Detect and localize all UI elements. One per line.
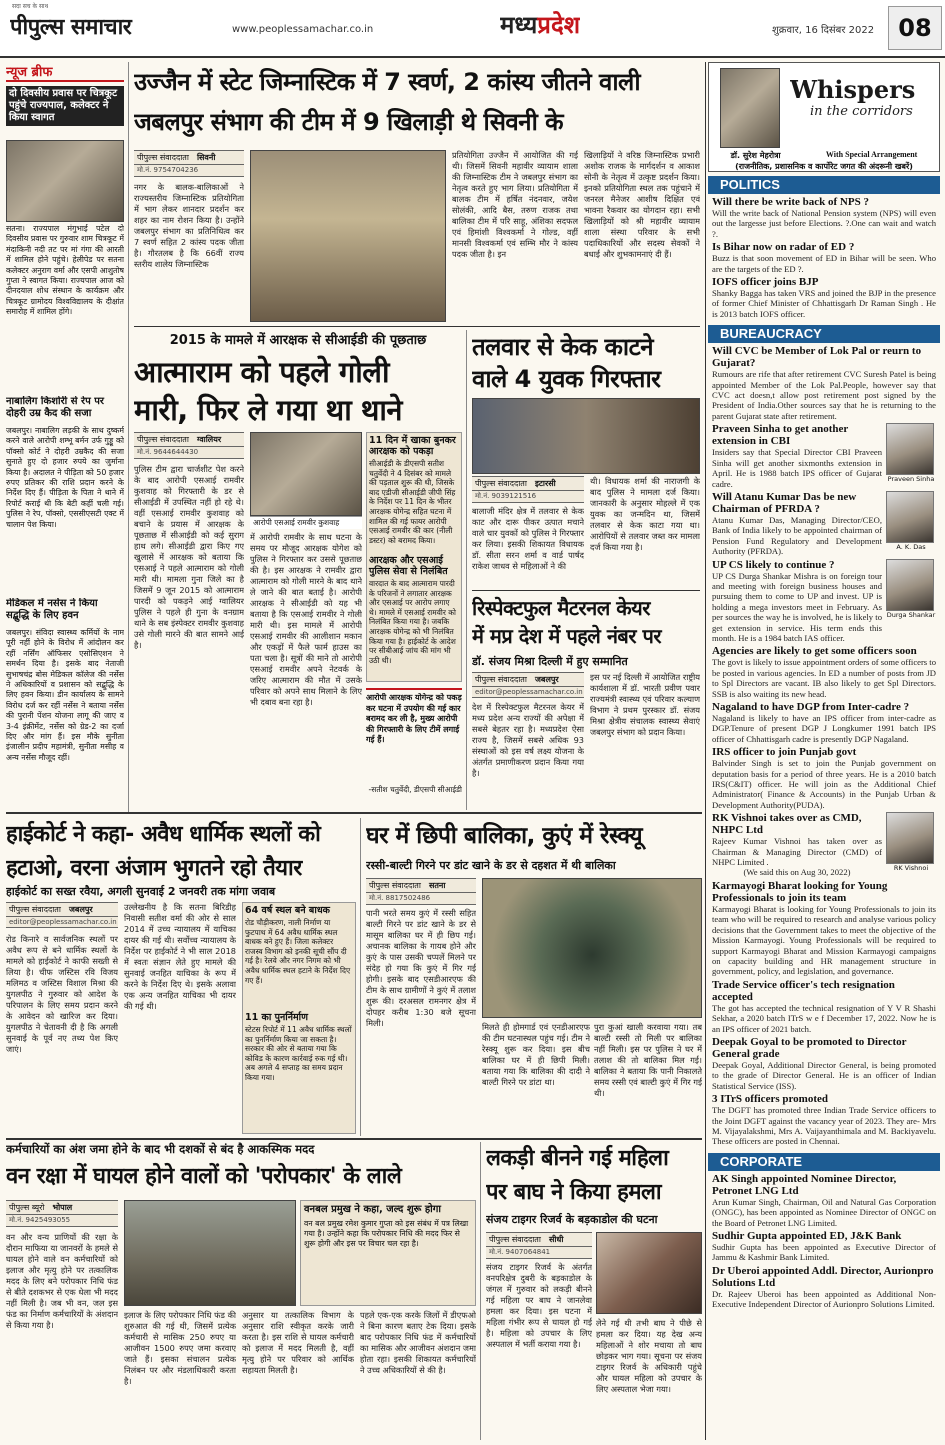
photo-caption: RK Vishnoi [893, 864, 929, 873]
photo-caption: आरोपी एसआई रामवीर कुशवाह [250, 516, 362, 529]
byline-reporter: पीपुल्स संवाददाता [475, 675, 527, 684]
news-brief-item-1 [6, 86, 124, 126]
byline-place: भोपाल [52, 1203, 73, 1212]
item-body: The DGFT has promoted three Indian Trade Service officers to the Joint DGFT against the vacancy year of 2023. They are- Mrs M. Vijayalakshmi, Mrs A. Vaijayanthimala and M. Backiyavelu. These officers are posted in Chennai. [712, 1105, 936, 1147]
subheadline: संजय टाइगर रिजर्व के बड़काडोल की घटना [486, 1213, 658, 1226]
newspaper-logo[interactable] [10, 6, 230, 46]
item-body: Will the write back of National Pension system (NPS) will even out the largesse just before Elections. ?.One can wait and watch ?. [712, 208, 936, 239]
right-column [708, 176, 940, 1440]
item-headline[interactable]: IRS officer to join Punjab govt [712, 746, 857, 759]
item-headline[interactable]: 3 ITrS officers promoted [712, 1093, 828, 1106]
byline-place: इटारसी [534, 479, 556, 488]
side-box [366, 432, 462, 682]
story-text: खिलाड़ियों ने वरिष्ठ जिम्नास्टिक प्रभारी अशोक राजक के मार्गदर्शन व आकाश सोनी के नेतृत्व में उत्कृष्ट प्रदर्शन किया। इनको प्रतियोगिता स्थल तक पहुंचाने में जनरल मैनेजर आशीष दिक्षित एवं भावना रैकवार का योगदान रहा। सभी खिलाड़ियों को श्री महावीर व्यायाम शाला संस्था परिवार के सभी पदाधिकारियों और सदस्य सेवकों ने बधाई और शुभकामनाएं दी हैं। [584, 150, 700, 259]
byline-place: जबलपुर [68, 905, 93, 914]
divider [472, 590, 700, 591]
byline-place: सिवनी [196, 153, 216, 162]
item-note: (We said this on Aug 30, 2022) [743, 867, 851, 878]
byline [472, 476, 584, 491]
news-brief-header: न्यूज ब्रीफ [6, 62, 124, 82]
byline-reporter: पीपुल्स ब्यूरो [9, 1203, 45, 1212]
item-body: Nagaland is likely to have an IPS officer from inter-cadre as DGP.Tenure of present DGP J Longkumer 1991 batch IPS officer of Chhattisgarh cadre is presently DGP Nagaland. [712, 713, 936, 744]
byline-mobile [134, 446, 244, 459]
item-headline[interactable]: IOFS officer joins BJP [712, 276, 819, 289]
author-line [708, 150, 940, 161]
story-text: थी। विधायक शर्मा की नाराजगी के बाद पुलिस ने मामला दर्ज किया। जानकारी के अनुसार मोहल्ले में एक युवक का जन्मदिन था, जिसमें तलवार से केक काटा गया था। आरोपियों से तलवार जब्त कर मामला दर्ज किया गया है। [590, 476, 700, 552]
mobile-number: मो.नं. 9754704236 [137, 166, 199, 174]
news-brief-body: जबलपुर। संविदा स्वास्थ्य कर्मियों के नाम पूरी नहीं होने के विरोध में आंदोलन कर रहीं नर्सिंग ऑफिसर एसोसिएशन ने समर्थन दिया है। इसके बाद नेताजी सुभाषचंद्र बोस मेडिकल कॉलेज की नर्सेस ने अधिकारियों व प्रशासन को सद्बुद्धि के लिए हवन किया। डीन कार्यालय के सामने विरोध दर्ज कर रहीं नर्सेस ने बताया नर्सेस की पुरानी पेंशन योजना लागू की जाए व 3-4 इंक्रीमेंट, नर्सेस को ग्रेड-2 का दर्जा दिए और मांग हैं। इस मौके सुनीता इंजालीन प्रदीप महामंत्री, सुनीता मसीह व अन्य नर्सेस मौजूद रहीं। [6, 628, 124, 762]
byline [6, 902, 118, 917]
item-body: Shanky Bagga has taken VRS and joined the BJP in the presence of former Chief Minister of Chhattisgarh Dr Raman Singh . He is 2013 batch IOFS officer. [712, 288, 936, 319]
side-box-title: आरक्षक और एसआई पुलिस सेवा से निलंबित [369, 555, 448, 577]
item-headline[interactable]: UP CS likely to continue ? [712, 558, 835, 571]
byline [134, 432, 244, 447]
story-text: इस पर नई दिल्ली में आयोजित राष्ट्रीय कार्यशाला में डॉ. भारती प्रवीण पवार राज्यमंत्री स्वास्थ्य एवं परिवार कल्याण विभाग ने प्रथम पुरस्कार डॉ. संजय मिश्रा क्षेत्रीय संचालक स्वास्थ्य सेवाएं जबलपुर संभाग को प्रदान किया। [590, 672, 700, 737]
byline-place: ग्वालियर [196, 435, 222, 444]
person-photo [886, 559, 934, 611]
headline-gymnastics[interactable]: उज्जैन में स्टेट जिम्नास्टिक में 7 स्वर्ण, 2 कांस्य जीतने वाली जबलपुर संभाग की टीम में 9 खिलाड़ी थे सिवनी के [134, 68, 641, 136]
item-body: Karmayogi Bharat is looking for Young Professionals to join its team who will be required to research and analyse various policy decisions that the Government takes to meet the objective of the Mission Karmayogi. Young Professionals will be required to support Karmayogi Bharat and Mission Karmayogi campaigns on capacity building and HR management structure in government, policy, and legislation, and governance. [712, 903, 936, 977]
section-title-part2: प्रदेश [537, 11, 581, 39]
whispers-logo [790, 75, 930, 130]
arrangement-note: With Special Arrangement [825, 150, 918, 159]
column-divider [480, 1142, 481, 1440]
story-text: अनुसार या तत्कालिक विभाग के अनुसार राशि स्वीकृत करके जारी करता है। इस राशि से घायल कर्मचारी को इलाज में मदद मिलती है, वहीं मृत्यु होने पर परिवार को आर्थिक सहायता मिलती है। [242, 1310, 354, 1375]
headline-hc-line2[interactable]: हटाओ, वरना अंजाम भुगतने रहो तैयार [6, 856, 302, 881]
whispers-title: Whispers [790, 75, 916, 104]
item-body: The got has accepted the technical resignation of Y V R Shashi Sekhar, a 2020 batch ITrS w e f December 17, 2022. Now he is an IPS officer of 2021 batch. [712, 1002, 936, 1034]
story-text: इलाज के लिए परोपकार निधि फंड की शुरुआत की गई थी, जिसमें प्रत्येक कर्मचारी से मासिक 250 रुपए या आजीवन 1500 रुपए जमा करवाए जाते हैं। इसका संचालन प्रत्येक निलंबन पर और मंडलाधिकारी करता है। [124, 1310, 236, 1386]
side-box-title: 11 का पुनर्निर्माण [245, 1012, 309, 1023]
item-headline[interactable]: AK Singh appointed Nominee Director, Petronet LNG Ltd [712, 1172, 897, 1197]
headline-tiger-line2[interactable]: पर बाघ ने किया हमला [486, 1180, 662, 1205]
story-text: मिलते ही होमगार्ड एवं एनडीआरएफ की टीम घटनास्थल पहुंच गई। टीम ने रेस्क्यू शुरू कर दिया। इस बीच बालिका घर में ही छिपी मिली। बताया गया कि बालिका की दादी ने बाल्टी गिरने पर डांटा था। [482, 1022, 590, 1087]
subheadline: हाईकोर्ट का सख्त रवैया, अगली सुनवाई 2 जनवरी तक मांगा जवाब [6, 885, 276, 898]
photo-caption: Praveen Sinha [887, 475, 935, 484]
news-brief-title: नाबालिग किशोरी से रेप पर दोहरी उम्र कैद की सजा [6, 396, 105, 419]
item-body: Dr. Rajeev Uberoi has been appointed as Additional Non-Executive Independent Director of Aurionpro Solutions Limited. [712, 1288, 936, 1310]
side-box [242, 902, 356, 1134]
byline [366, 878, 476, 893]
forest-staff-photo [124, 1200, 296, 1306]
item-headline[interactable]: Karmayogi Bharat looking for Young Professionals to join its team [712, 879, 888, 904]
headline-atmaram-line1[interactable]: आत्माराम को पहले गोली [134, 355, 389, 388]
side-box-body: रोड चौड़ीकरण, नाली निर्माण या फुटपाथ में 64 अवैध धार्मिक स्थल बाधक बने हुए हैं। जिला कलेक्टर राजस्व विभाग को इनकी सूची सौंप दी गई है। रेलवे और नगर निगम को भी अवैध धार्मिक स्थल हटाने के निर्देश दिए गए हैं। [245, 918, 351, 985]
side-box-body: स्टेटस रिपोर्ट में 11 अवैध धार्मिक स्थलों का पुनर्निर्माण किया जा सकता है। सरकार की ओर से बताया गया कि कोविड के कारण कार्रवाई रुक गई थी। अब अगले 4 सप्ताह का समय प्रदान किया गया। [245, 1025, 352, 1082]
author-name: डॉ. सुरेश मेहरोत्रा [730, 151, 781, 160]
section-divider [6, 812, 702, 814]
headline-hc-line1[interactable]: हाईकोर्ट ने कहा- अवैध धार्मिक स्थलों को [6, 822, 321, 847]
side-box-title: 64 वर्ष स्थल बने बाधक [245, 905, 330, 916]
email-address[interactable]: editor@peoplessamachar.co.in [475, 688, 583, 696]
byline-email[interactable] [472, 686, 584, 698]
quote-text: आरोपी आरक्षक योगेन्द्र को पकड़ कर घटना में उपयोग की गई कार बरामद कर ली है, मुख्य आरोपी की गिरफ्तारी के लिए टीमें लगाई गई हैं। [366, 693, 462, 744]
story-text: रोड किनारे व सार्वजनिक स्थलों पर अवैध रूप से बने धार्मिक स्थलों के मामले को हाईकोर्ट ने काफी सख्ती से लिया है। चीफ जस्टिस रवि विजय मलिमठ व जस्टिस विशाल मिश्रा की युगलपीठ ने गुरुवार को आदेश के परिपालन के लिए समय प्रदान करने के आवेदन को खारिज कर दिया। युगलपीठ ने चेतावनी दी है कि अगली सुनवाई के पूर्व नए तथ्य पेश किए जाएं। [6, 934, 118, 1054]
item-headline[interactable]: Will Atanu Kumar Das be new Chairman of PFRDA ? [712, 490, 857, 515]
story-text: उल्लेखनीय है कि सतना बिरिडीह निवासी सतीश वर्मा की ओर से साल 2014 में उच्च न्यायालय में याचिका दायर की गई थी। सर्वोच्च न्यायालय के निर्देश पर हाईकोर्ट ने भी साल 2018 में स्वतः संज्ञान लेते हुए मामले की सुनवाई जनहित याचिका के रूप में करने के निर्देश दिए थे। इसके अलावा एक अन्य जनहित याचिका भी दायर की गई थी। [124, 902, 236, 1011]
item-headline[interactable]: Agencies are likely to get some officers soon [712, 645, 917, 658]
side-box-body: सीआईडी के डीएसपी सतीश चतुर्वेदी ने 4 दिसंबर को मामले की पड़ताल शुरू की थी, जिसके बाद एडीजी सीआईडी जीपी सिंह के निर्देश पर 11 दिन के भीतर आरक्षक योगेन्द्र सहित घटना में शामिल की गई फायर आरोपी एसआई रामवीर की कार (नीली डस्टर) को बरामद किया। [369, 459, 456, 545]
byline-email[interactable] [6, 916, 118, 928]
mobile-number: मो.नं. 9039121516 [475, 492, 537, 500]
side-box-body: वन बल प्रमुख रमेश कुमार गुप्ता को इस संबंध में पत्र लिखा गया है। उन्होंने कहा कि परोपकार निधि की मदद फिर से शुरू होगी और इस पर विचार चल रहा है। [304, 1219, 469, 1248]
subheadline: डॉ. संजय मिश्रा दिल्ली में हुए सम्मानित [472, 655, 628, 668]
well-photo [482, 878, 702, 1018]
byline-place: सीधी [548, 1235, 564, 1244]
logo-tagline: सदा सच के साथ [12, 3, 49, 10]
byline [6, 1200, 118, 1215]
story-text: बालाजी मंदिर क्षेत्र में तलवार से केक काट और दारू पीकर उत्पात मचाने वाले चार युवकों को पुलिस ने गिरफ्तार कर लिया। इसकी शिकायत विधायक डॉ. सीता सरन शर्मा व वार्ड पार्षद राकेश जाधव से महिलाओं ने की [472, 506, 584, 571]
headline-maternal-line2[interactable]: में मप्र देश में पहले नंबर पर [472, 624, 662, 648]
photo-caption: A. K. Das [896, 542, 926, 551]
story-text: पुरा कुआं खाली करवाया गया। तब बाल्टी रस्सी तो मिली पर बालिका नहीं मिली। इस पर पुलिस ने घर में तलाश की तो बालिका मिल गई। बालिका ने बताया कि पानी निकालते समय रस्सी एवं बाल्टी कुएं में गिर गई थी। [594, 1022, 702, 1098]
item-headline[interactable]: Dr Uberoi appointed Addl. Director, Aurionpro Solutions Ltd [712, 1264, 934, 1289]
story-text: पहले एक-एक करके जिलों में डीएफओ ने बिना कारण बताए टेक दिया। इसके बाद परोपकार निधि फंड में कर्मचारियों का मासिक और आजीवन अंशदान जमा होता रहा। इसकी शिकायत कर्मचारियों ने उच्च अधिकारियों से की है। [360, 1310, 476, 1375]
divider [134, 326, 700, 327]
photo-caption: Durga Shankar [886, 610, 936, 619]
person-photo [886, 812, 934, 864]
item-headline[interactable]: Deepak Goyal to be promoted to Director General grade [712, 1035, 907, 1060]
quote-box [366, 688, 462, 808]
item-body: Rajeev Kumar Vishnoi has taken over as Chairman & Managing Director (CMD) of NHPC Limited . [712, 836, 882, 868]
website-url[interactable]: www.peoplessamachar.co.in [232, 24, 374, 35]
story-text: में आरोपी रामवीर के साथ घटना के समय पर मौजूद आरक्षक योगेश को पुलिस ने गिरफ्तार कर उससे पूछताछ की है। इस आरक्षक ने रामवीर द्वारा आत्माराम को गोली मारने के बाद थाने ले जाने की बात बताई है। आरोपी आरक्षक ने सीआईडी को यह भी बताया है कि एसआई रामवीर ने गोली मारी थी। इस मामले में आरोपी एसआई रामवीर की आलीशान मकान और एकड़ों में फैले फार्म हाउस का पता चला है। सूत्रों की माने तो आरोपी एसआई रामवीर अपने नेटवर्क के जरिए आत्माराम की मौत में उसके परिवार को अपने साथ मिलाने के लिए भी दबाव बना रहा है। [250, 532, 362, 707]
item-body: Rumours are rife that after retirement CVC Suresh Patel is being appointed Member of the Lok Pal.People, however say that CVC act doesn,t allow post retirement post signed by the President of India.Other sources say that he is returning to the parent Gujarat state after retirement. [712, 369, 936, 421]
news-brief-body: जबलपुर। नाबालिग लड़की के साथ दुष्कर्म करने वाले आरोपी शम्भू बर्मन उर्फ गुड्डू को पॉक्सो कोर्ट ने दोहरी उम्रकैद की सजा सुनाते हुए दो हजार रुपये का जुर्माना किया है। अदालत ने पीड़िता को 50 हजार रुपए प्रतिकर की राशि प्रदान करने के निर्देश दिए हैं। पीड़िता के पिता ने थाने में रिपोर्ट कराई थी कि बेटी कहीं चली गई। पुलिस ने रेप, पॉक्सो, एससीएसटी एक्ट में चालान पेश किया। [6, 426, 124, 529]
item-body: The govt is likely to issue appointment orders of some officers to be posted in various agencies. In ED a number of posts from JD to Spl Directors are vacant. IB also likely to get Spl Directors. SSB is also waiting its new head. [712, 657, 936, 699]
whispers-subtitle: in the corridors [810, 104, 913, 119]
item-body: Arun Kumar Singh, Chairman, Oil and Natural Gas Corporation (ONGC), has been appointed as Nominee Director of ONGC on the Board of Petronet LNG Limited. [712, 1196, 936, 1228]
byline-mobile [6, 1214, 118, 1227]
side-box-title: 11 दिन में खाका बुनकर आरक्षक को पकड़ा [369, 435, 456, 457]
section-divider [6, 1138, 702, 1140]
arrest-photo [472, 398, 700, 474]
mobile-number: मो.नं. 9407064841 [489, 1248, 551, 1256]
story-text: संजय टाइगर रिजर्व के अंतर्गत वनपरिक्षेत्र दुबरी के बड़काडोल के जंगल में गुरुवार को लकड़ी बीनने गई महिला पर बाघ ने जानलेवा हमला कर दिया। इस घटना में महिला गंभीर रूप से घायल हो गई है। महिला को उपचार के लिए अस्पताल में भर्ती कराया गया है। [486, 1262, 592, 1349]
byline-mobile [486, 1246, 592, 1259]
story-text: पुलिस टीम द्वारा चार्जशीट पेश करने के बाद आरोपी एसआई रामवीर कुशवाह को गिरफ्तारी के डर से सीआईडी में उपस्थित नहीं हो रहे थे। वहीं एसआई रामवीर कुशवाह को बचाने के प्रयास में आरक्षक के पूछताछ में सीआईडी को कई सुराग हाथ लगे। सीआईडी द्वारा किए गए खुलासे में आरक्षक को बताया कि एसआई ने पहले आत्माराम को गोली मारी थी। मामला गुना जिले का है जिसमें 9 जून 2015 को आत्माराम पारदी को पकड़ने आई ग्वालियर पुलिस ने पहले ही गुना के वनग्राम थाने के सब इंस्पेक्टर रामवीर कुशवाह उसे गोली मारने की बात सामने आई है। [134, 464, 244, 650]
page-number: 08 [888, 6, 942, 50]
whispers-tagline: (राजनीतिक, प्रशासनिक व कार्पोरेट जगत की अंदरूनी खबरें) [735, 162, 913, 171]
logo-text: पीपुल्स समाचार [10, 15, 132, 40]
byline-reporter: पीपुल्स संवाददाता [489, 1235, 541, 1244]
section-corporate[interactable]: CORPORATE [708, 1153, 940, 1171]
item-headline[interactable]: Trade Service officer's tech resignation accepted [712, 978, 895, 1003]
kicker: कर्मचारियों का अंश जमा होने के बाद भी दशकों से बंद है आकस्मिक मदद [6, 1142, 315, 1156]
column-divider [128, 62, 129, 812]
item-body: Balvinder Singh is set to join the Punjab government on deputation basis for a period of three years. He is a 2010 batch IRS(C&IT) officer. He will join as the Additional Chief Administrator( Finance & Accounts) in the Punjab Urban & Development Authority(PUDA). [712, 758, 936, 810]
byline-place: सतना [428, 881, 446, 890]
column-divider [466, 330, 467, 810]
quote-attribution: -सतीश चतुर्वेदी, डीएसपी सीआईडी [368, 785, 462, 794]
story-text: वन और वन्य प्राणियों की रक्षा के दौरान माफिया या जानवरों के हमले से घायल होने वाले वन कर्मचारियों को इलाज और मृत्यु होने पर तत्कालिक मदद के लिए बने परोपकार निधि फंड से बीते दशकभर से एक धेला भी मदद नहीं मिली है। जब भी वन, जल इस फंड का निर्माण कर्मचारियों के अंशदान से किया गया है। [6, 1232, 118, 1330]
byline-reporter: पीपुल्स संवाददाता [369, 881, 421, 890]
team-photo [250, 150, 446, 322]
side-box-body: वारदात के बाद आत्माराम पारदी के परिजनों ने लगातार आरक्षक और एसआई पर आरोप लगाए थे। मामले में एसआई रामवीर को निलंबित किया गया है। जबकि आरक्षक योगेन्द्र को भी निलंबित किया गया है। हाईकोर्ट के आदेश पर सीबीआई जांच की मांग भी उठी थी। [369, 579, 456, 665]
headline-atmaram-line2[interactable]: मारी, फिर ले गया था थाने [134, 393, 402, 426]
byline-place: जबलपुर [534, 675, 559, 684]
news-brief-title: मेडिकल में नर्सेस ने किया सद्बुद्धि के लिए हवन [6, 598, 98, 621]
byline [134, 150, 244, 165]
item-body: Deepak Goyal, Additional Director General, is being promoted to the grade of Director General. He is an officer of Indian Statistical Service (ISS). [712, 1059, 936, 1091]
byline-reporter: पीपुल्स संवाददाता [137, 153, 189, 162]
column-divider [360, 818, 361, 1136]
item-headline[interactable]: Nagaland to have DGP from Inter-cadre ? [712, 701, 910, 713]
mobile-number: मो.नं. 9644644430 [137, 448, 199, 456]
story-text: लेने गई थी तभी बाघ ने पीछे से हमला कर दिया। यह देख अन्य महिलाओं ने शोर मचाया तो बाघ छोड़कर भाग गया। सूचना पर संजय टाइगर रिजर्व के अधिकारी पहुंचे और घायल महिला को उपचार के लिए अस्पताल भेजा गया। [596, 1318, 702, 1394]
byline-mobile [134, 164, 244, 177]
side-box-title: वनबल प्रमुख ने कहा, जल्द शुरू होगा [304, 1204, 441, 1215]
author-photo [720, 68, 780, 148]
item-headline[interactable]: Sudhir Gupta appointed ED, J&K Bank [712, 1230, 902, 1242]
item-body: Sudhir Gupta has been appointed as Executive Director of Jammu & Kashmir Bank Limited. [712, 1242, 936, 1263]
story-text: नगर के बालक-बालिकाओं ने राज्यस्तरीय जिम्नास्टिक प्रतियोगिता में भाग लेकर शानदार प्रदर्शन कर शहर का नाम रोशन किया है। उन्होंने जबलपुर संभाग का प्रतिनिधित्व कर 7 स्वर्ण सहित 2 कांस्य पदक जीता है। गौरतलब है कि 66वीं राज्य स्तरीय शालेय जिम्नास्टिक [134, 182, 244, 269]
news-brief-body: सतना। राज्यपाल मंगुभाई पटेल दो दिवसीय प्रवास पर गुरुवार शाम चित्रकूट में मंदाकिनी नदी तट पर मां गंगा की आरती में शामिल होने पहुंचे। हेलीपेड पर सतना कलेक्टर अनुराग वर्मा और एसपी आशुतोष गुप्ता ने स्वागत किया। राज्यपाल आज को दीनदयाल शोध संस्थान के कार्यक्रम और चित्रकूट ग्रामोदय विश्वविद्यालय के दीक्षांत समारोह में शामिल होंगे। [6, 224, 124, 317]
story-text: प्रतियोगिता उज्जैन में आयोजित की गई थी। जिसमें सिवनी महावीर व्यायाम शाला की जिम्नास्टिक टीम ने जबलपुर संभाग का नेतृत्व करते हुए भाग लिया। प्रतियोगिता में बालक टीम में हर्षित नंदनवार, जयेश सोलंकी, आदि बैस, तरुण राजक तथा बालिका टीम में परि साहू, अंशिका सदफल एवं हिमांशी विश्वकर्मा ने गोल्ड, वहीं मानसी विश्वकर्मा एवं सम्भि मौर ने कांस्य पदक जीता है। इन [452, 150, 578, 259]
byline-mobile [472, 490, 584, 503]
mobile-number: मो.नं. 9425493055 [9, 1216, 71, 1224]
headline-tiger-line1[interactable]: लकड़ी बीनने गई महिला [486, 1146, 669, 1171]
person-photo [886, 423, 934, 475]
item-body: Insiders say that Special Director CBI Praveen Sinha will get another sixmonths extension in April. He is 1988 batch IPS officer of Gujarat cadre. [712, 447, 882, 489]
subheadline: रस्सी-बाल्टी गिरने पर डांट खाने के डर से दहशत में थी बालिका [366, 859, 616, 872]
byline-reporter: पीपुल्स संवाददाता [9, 905, 61, 914]
news-brief-title: दो दिवसीय प्रवास पर चित्रकूट पहुंचे राज्यपाल, कलेक्टर ने किया स्वागत [6, 86, 124, 126]
headline-well[interactable]: घर में छिपी बालिका, कुएं में रेस्क्यू [366, 823, 643, 849]
dateline: शुक्रवार, 16 दिसंबर 2022 [772, 25, 875, 36]
story-text: देश में रिस्पेक्टफुल मैटरनल केयर में मध्य प्रदेश अन्य राज्यों की अपेक्षा में सबसे बेहतर रहा है। मध्यप्रदेश ऐसा राज्य है, जिसमें सबसे अधिक 93 संस्थाओं को इस वर्ष लक्ष्य योजना के अंतर्गत प्रमाणीकरण प्रदान किया गया है। [472, 702, 584, 778]
headline-maternal-line1[interactable]: रिस्पेक्टफुल मैटरनल केयर [472, 596, 650, 620]
mobile-number: मो.नं. 8817502486 [369, 894, 431, 902]
item-headline[interactable]: Will CVC be Member of Lok Pal or reurn to Gujarat? [712, 345, 922, 370]
byline-reporter: पीपुल्स संवाददाता [475, 479, 527, 488]
section-title [500, 8, 580, 41]
kicker: 2015 के मामले में आरक्षक से सीआईडी की पूछताछ [169, 333, 427, 348]
headline-cake-line1[interactable]: तलवार से केक काटने [472, 333, 654, 361]
side-box [300, 1200, 476, 1306]
headline-cake-line2[interactable]: वाले 4 युवक गिरफ्तार [472, 365, 661, 393]
item-headline[interactable]: Is Bihar now on radar of ED ? [712, 241, 855, 254]
section-title-part1: मध्य [500, 11, 538, 39]
item-body: Buzz is that soon movement of ED in Bihar will be seen. Who are the targets of the ED ?. [712, 253, 936, 274]
email-address[interactable]: editor@peoplessamachar.co.in [9, 918, 117, 926]
story-text: पानी भरते समय कुएं में रस्सी सहित बाल्टी गिरने पर डांट खाने के डर से मासूम बालिका घर में ही छिप गई। अचानक बालिका के गायब होने और कुएं के पास उसकी चप्पलें मिलने पर संदेह हो गया कि कुएं में गिर गई होगी। इसके बाद एसडीआरएफ की टीम के साथ ग्रामीणों ने कुएं में तलाश शुरू की। दरअसल रामनगर क्षेत्र में दोपहर करीब 1:30 बजे सूचना मिली। [366, 908, 476, 1028]
item-body: UP CS Durga Shankar Mishra is on foreign tour and meeting with foreign business houses and pursuing them to come to UP and invest. UP is holding a mega investors meet in February. As per sources the way he is involved, he is likely to get extension in service. His term ends this month. He is a 1984 batch IAS officer. [712, 570, 882, 643]
byline-reporter: पीपुल्स संवाददाता [137, 435, 189, 444]
headline-forest[interactable]: वन रक्षा में घायल होने वालों को 'परोपकार' के लाले [6, 1164, 402, 1189]
masthead [0, 0, 945, 58]
byline [472, 672, 584, 687]
item-headline[interactable]: RK Vishnoi takes over as CMD, NHPC Ltd [712, 812, 862, 837]
byline-mobile [366, 892, 476, 905]
column-divider [705, 62, 706, 1440]
section-bureaucracy[interactable]: BUREAUCRACY [708, 325, 940, 343]
section-politics[interactable]: POLITICS [708, 176, 940, 194]
injured-woman-photo [596, 1232, 702, 1314]
news-brief-photo [6, 140, 124, 222]
item-body: Atanu Kumar Das, Managing Director/CEO, Bank of India likely to be appointed chairman of Pension Fund Regulatory and Development Authority (PFRDA). [712, 514, 882, 557]
byline [486, 1232, 592, 1247]
accused-photo [250, 432, 362, 516]
person-photo [886, 491, 934, 543]
item-headline[interactable]: Praveen Sinha to get another extension in CBI [712, 423, 849, 448]
item-headline[interactable]: Will there be write back of NPS ? [712, 196, 869, 208]
